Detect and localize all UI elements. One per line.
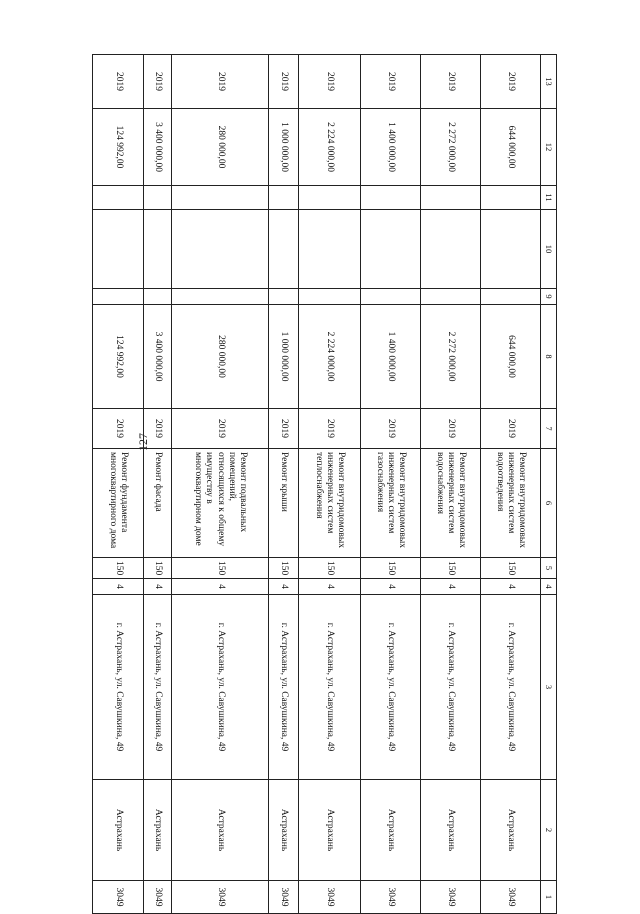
table-row (269, 55, 299, 914)
address-cell: г. Астрахань, ул. Савушкина, 49 (361, 595, 421, 780)
column-number: 5 (541, 558, 557, 579)
year-cell: 2019 (421, 55, 481, 109)
plan-year-cell: 2019 (93, 409, 144, 449)
column-number: 13 (541, 55, 557, 109)
col4-cell: 4 (421, 579, 481, 595)
work-type-cell: Ремонт внутридомовых инженерных систем водоснабжения (421, 449, 481, 558)
empty-cell (421, 186, 481, 210)
col5-cell: 150 (269, 558, 299, 579)
cost-cell: 1 000 000,00 (269, 305, 299, 409)
address-cell: г. Астрахань, ул. Савушкина, 49 (269, 595, 299, 780)
column-number: 3 (541, 595, 557, 780)
year-cell: 2019 (93, 55, 144, 109)
empty-cell (172, 186, 269, 210)
col4-cell: 4 (481, 579, 541, 595)
col4-cell: 4 (299, 579, 361, 595)
municipality-cell: Астрахань (269, 780, 299, 881)
col4-cell: 4 (361, 579, 421, 595)
empty-cell (299, 186, 361, 210)
work-type-cell: Ремонт внутридомовых инженерных систем водоотведения (481, 449, 541, 558)
empty-cell (361, 210, 421, 289)
cost-cell: 3 400 000,00 (144, 305, 172, 409)
column-number: 12 (541, 109, 557, 186)
empty-cell (172, 210, 269, 289)
plan-year-cell: 2019 (172, 409, 269, 449)
year-cell: 2019 (172, 55, 269, 109)
empty-cell (269, 186, 299, 210)
plan-year-cell: 2019 (421, 409, 481, 449)
cost-total-cell: 2 272 000,00 (421, 109, 481, 186)
empty-cell (299, 210, 361, 289)
table-row (172, 55, 269, 914)
column-number: 10 (541, 210, 557, 289)
municipality-cell: Астрахань (144, 780, 172, 881)
cost-total-cell: 3 400 000,00 (144, 109, 172, 186)
address-cell: г. Астрахань, ул. Савушкина, 49 (299, 595, 361, 780)
empty-cell (93, 186, 144, 210)
table-row (93, 55, 144, 914)
cost-total-cell: 2 224 000,00 (299, 109, 361, 186)
column-number: 11 (541, 186, 557, 210)
empty-cell (93, 289, 144, 305)
address-cell: г. Астрахань, ул. Савушкина, 49 (172, 595, 269, 780)
empty-cell (299, 289, 361, 305)
cost-cell: 1 400 000,00 (361, 305, 421, 409)
plan-year-cell: 2019 (361, 409, 421, 449)
municipality-cell: Астрахань (481, 780, 541, 881)
col4-cell: 4 (172, 579, 269, 595)
col4-cell: 4 (144, 579, 172, 595)
column-number: 2 (541, 780, 557, 881)
empty-cell (144, 210, 172, 289)
cost-total-cell: 1 000 000,00 (269, 109, 299, 186)
column-number: 4 (541, 579, 557, 595)
work-type-cell: Ремонт подвальных помещений, относящихся к общему имуществу в многоквартирном доме (172, 449, 269, 558)
cost-cell: 644 000,00 (481, 305, 541, 409)
column-number: 6 (541, 449, 557, 558)
cost-total-cell: 644 000,00 (481, 109, 541, 186)
code-cell: 3049 (172, 881, 269, 914)
col5-cell: 150 (172, 558, 269, 579)
col5-cell: 150 (299, 558, 361, 579)
year-cell: 2019 (361, 55, 421, 109)
col5-cell: 150 (361, 558, 421, 579)
table-row (144, 55, 172, 914)
cost-total-cell: 124 992,00 (93, 109, 144, 186)
empty-cell (144, 289, 172, 305)
municipality-cell: Астрахань (361, 780, 421, 881)
empty-cell (93, 210, 144, 289)
address-cell: г. Астрахань, ул. Савушкина, 49 (93, 595, 144, 780)
municipality-cell: Астрахань (421, 780, 481, 881)
empty-cell (269, 210, 299, 289)
address-cell: г. Астрахань, ул. Савушкина, 49 (421, 595, 481, 780)
year-cell: 2019 (481, 55, 541, 109)
work-type-cell: Ремонт фасада (144, 449, 172, 558)
col5-cell: 150 (144, 558, 172, 579)
empty-cell (421, 289, 481, 305)
work-type-cell: Ремонт крыши (269, 449, 299, 558)
empty-cell (481, 210, 541, 289)
code-cell: 3049 (361, 881, 421, 914)
column-number: 9 (541, 289, 557, 305)
code-cell: 3049 (269, 881, 299, 914)
col4-cell: 4 (93, 579, 144, 595)
code-cell: 3049 (144, 881, 172, 914)
code-cell: 3049 (299, 881, 361, 914)
cost-cell: 124 992,00 (93, 305, 144, 409)
code-cell: 3049 (93, 881, 144, 914)
column-number: 1 (541, 881, 557, 914)
repair-plan-table-container (94, 54, 557, 907)
column-number: 8 (541, 305, 557, 409)
address-cell: г. Астрахань, ул. Савушкина, 49 (144, 595, 172, 780)
year-cell: 2019 (144, 55, 172, 109)
municipality-cell: Астрахань (172, 780, 269, 881)
code-cell: 3049 (481, 881, 541, 914)
work-type-cell: Ремонт внутридомовых инженерных систем теплоснабжения (299, 449, 361, 558)
work-type-cell: Ремонт фундамента многоквартирного дома (93, 449, 144, 558)
column-number: 7 (541, 409, 557, 449)
municipality-cell: Астрахань (93, 780, 144, 881)
table-row (299, 55, 361, 914)
empty-cell (269, 289, 299, 305)
page-number: 127 (136, 433, 150, 451)
table-row (421, 55, 481, 914)
table-row (481, 55, 541, 914)
empty-cell (361, 186, 421, 210)
code-cell: 3049 (421, 881, 481, 914)
plan-year-cell: 2019 (269, 409, 299, 449)
empty-cell (144, 186, 172, 210)
cost-total-cell: 280 000,00 (172, 109, 269, 186)
empty-cell (361, 289, 421, 305)
year-cell: 2019 (299, 55, 361, 109)
column-number-row (541, 55, 557, 914)
table-row (361, 55, 421, 914)
year-cell: 2019 (269, 55, 299, 109)
plan-year-cell: 2019 (144, 409, 172, 449)
repair-plan-table (92, 54, 557, 914)
municipality-cell: Астрахань (299, 780, 361, 881)
empty-cell (172, 289, 269, 305)
empty-cell (421, 210, 481, 289)
col4-cell: 4 (269, 579, 299, 595)
cost-cell: 2 224 000,00 (299, 305, 361, 409)
col5-cell: 150 (421, 558, 481, 579)
col5-cell: 150 (93, 558, 144, 579)
empty-cell (481, 186, 541, 210)
plan-year-cell: 2019 (299, 409, 361, 449)
cost-cell: 280 000,00 (172, 305, 269, 409)
cost-cell: 2 272 000,00 (421, 305, 481, 409)
cost-total-cell: 1 400 000,00 (361, 109, 421, 186)
plan-year-cell: 2019 (481, 409, 541, 449)
work-type-cell: Ремонт внутридомовых инженерных систем газоснабжения (361, 449, 421, 558)
empty-cell (481, 289, 541, 305)
address-cell: г. Астрахань, ул. Савушкина, 49 (481, 595, 541, 780)
col5-cell: 150 (481, 558, 541, 579)
